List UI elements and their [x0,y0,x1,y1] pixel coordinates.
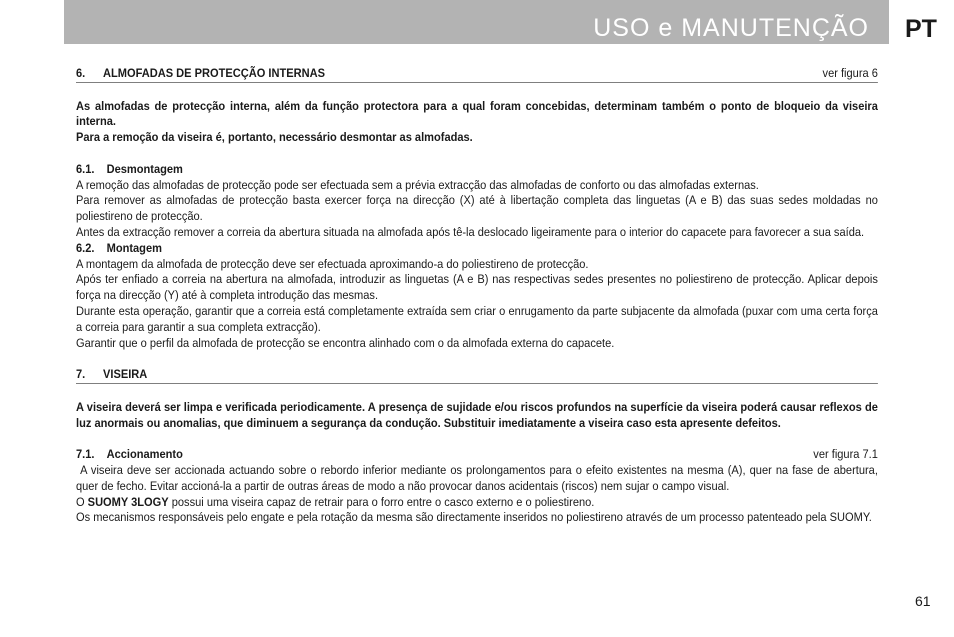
subsection-6-1-number: 6.1. [76,161,95,176]
subsection-6-2-paragraph-4: Garantir que o perfil da almofada de protecção se encontra alinhado com o da almofada externa do capacete. [76,335,615,350]
header-bar [64,0,889,44]
paragraph-rest: possui uma viseira capaz de retrair para o forro entre o casco externo e o poliestireno. [168,494,595,509]
section-6-number: 6. [76,66,86,80]
brand-name: SUOMY 3LOGY [87,494,169,509]
section-7-intro: A viseira deverá ser limpa e verificada periodicamente. A presença de sujidade e/ou riscos profundos na superfície da viseira poderá causar reflexos de luz anormais ou anomalias, que diminuem a segurança da condução. Substituir imediatamente a viseira caso esta apresente defeitos. [76,399,878,430]
subsection-6-1-paragraph-3: Antes da extracção remover a correia da abertura situada na almofada após tê-la deslocado ligeiramente para o interior do capacete para favorecer a sua saída. [76,224,865,239]
subsection-6-1-paragraph-1: A remoção das almofadas de protecção pode ser efectuada sem a prévia extracção das almofadas de conforto ou das almofadas externas. [76,177,759,192]
section-7-number: 7. [76,367,86,382]
section-6-title: ALMOFADAS DE PROTECÇÃO INTERNAS [103,66,325,80]
paragraph-prefix: O [76,494,88,509]
section-6-intro-1: As almofadas de protecção interna, além da função protectora para a qual foram concebidas, determinam também o ponto de bloqueio da viseira interna. [76,98,878,129]
section-7-title: VISEIRA [103,367,148,382]
subsection-7-1-number: 7.1. [76,447,95,462]
subsection-6-1-title: Desmontagem [106,161,183,176]
subsection-6-2-paragraph-3: Durante esta operação, garantir que a correia está completamente extraída sem criar o enrugamento da parte subjacente da almofada (puxar com uma certa força a correia para garantir a sua completa extracção). [76,303,878,334]
subsection-6-2-paragraph-1: A montagem da almofada de protecção deve ser efectuada aproximando-a do poliestireno de protecção. [76,256,589,271]
document-body [76,66,881,526]
page-number: 61 [915,593,931,609]
subsection-7-1-paragraph-1: A viseira deve ser accionada actuando sobre o rebordo inferior mediante os prolongamentos para o efeito existentes na mesma (A), quer na fase de abertura, quer de fecho. Evitar accioná-la a partir de outras áreas de modo a não provocar danos acidentais (riscos) nem sujar o campo visual. [76,462,881,493]
subsection-6-2-number: 6.2. [76,240,95,255]
section-7-heading [76,367,878,384]
subsection-6-2-heading [76,241,878,257]
language-code: PT [905,15,937,43]
subsection-6-1-heading [76,162,878,178]
subsection-6-2-paragraph-2: Após ter enfiado a correia na abertura na almofada, introduzir as linguetas (A e B) nas respectivas sedes presentes no poliestireno de protecção. Aplicar depois força na direcção (Y) até à completa introdução das mesmas. [76,272,878,303]
subsection-7-1-title: Accionamento [106,447,183,462]
subsection-6-2-title: Montagem [106,240,162,255]
subsection-7-1-paragraph-2 [76,495,878,511]
subsection-6-1-paragraph-2: Para remover as almofadas de protecção basta exercer força na direcção (X) até à libertação completa das linguetas (A e B) das suas sedes moldadas no poliestireno de protecção. [76,193,878,224]
page-title: USO e MANUTENÇÃO [593,14,869,42]
section-6-figure-ref: ver figura 6 [822,66,878,80]
section-6-heading [76,66,878,83]
subsection-7-1-heading [76,447,878,463]
subsection-7-1-paragraph-3: Os mecanismos responsáveis pelo engate e pela rotação da mesma são directamente inseridos no poliestireno através de um processo patenteado pela SUOMY. [76,510,872,525]
subsection-7-1-figure-ref: ver figura 7.1 [813,447,878,462]
section-6-intro-2: Para a remoção da viseira é, portanto, necessário desmontar as almofadas. [76,130,473,145]
